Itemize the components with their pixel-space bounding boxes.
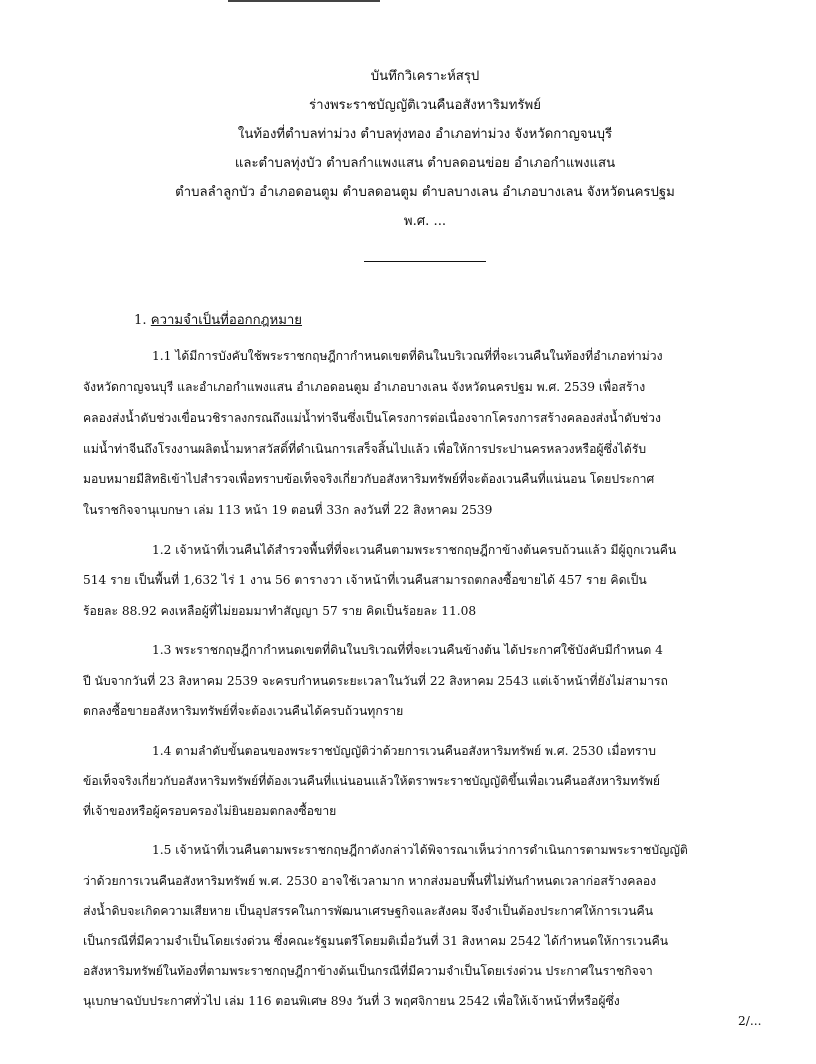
title-divider	[364, 261, 486, 262]
paragraph-line: 1.2 เจ้าหน้าที่เวนคืนได้สำรวจพื้นที่ที่จะเวนคืนตามพระราชกฤษฎีกาข้างต้นครบถ้วนแล้ว มีผู้ถูกเวนคืน	[152, 543, 677, 557]
paragraph-line: นุเบกษาฉบับประกาศทั่วไป เล่ม 116 ตอนพิเศษ 89ง วันที่ 3 พฤศจิกายน 2542 เพื่อให้เจ้าหน้าที่หรือผู้ซึ่ง	[83, 994, 620, 1008]
location-line-2: และตำบลทุ่งบัว ตำบลกำแพงแสน ตำบลดอนข่อย อำเภอกำแพงแสน	[234, 156, 616, 171]
paragraph-line: จังหวัดกาญจนบุรี และอำเภอกำแพงแสน อำเภอดอนตูม อำเภอบางเลน จังหวัดนครปฐม พ.ศ. 2539 เพื่อสร้าง	[83, 380, 646, 394]
location-line-1: ในท้องที่ตำบลท่าม่วง ตำบลทุ่งทอง อำเภอท่าม่วง จังหวัดกาญจนบุรี	[237, 127, 613, 142]
paragraph-line: แม่น้ำท่าจีนถึงโรงงานผลิตน้ำมหาสวัสดิ์ที่ดำเนินการเสร็จสิ้นไปแล้ว เพื่อให้การประปานครหลวงหรือผู้ซึ่งได้รับ	[83, 442, 647, 456]
page-number: 2/...	[738, 1014, 762, 1028]
paragraph-line: 1.4 ตามลำดับขั้นตอนของพระราชบัญญัติว่าด้วยการเวนคืนอสังหาริมทรัพย์ พ.ศ. 2530 เมื่อทราบ	[152, 744, 656, 758]
paragraph-line: ปี นับจากวันที่ 23 สิงหาคม 2539 จะครบกำหนดระยะเวลาในวันที่ 22 สิงหาคม 2543 แต่เจ้าหน้าที่ยังไม่สามารถ	[83, 674, 668, 688]
top-edge-line	[228, 0, 380, 2]
paragraph-line: คลองส่งน้ำดับช่วงเขื่อนวชิราลงกรณถึงแม่น้ำท่าจีนซึ่งเป็นโครงการต่อเนื่องจากโครงการสร้างคลองส่งน้ำดับช่วง	[83, 411, 661, 425]
paragraph-line: 514 ราย เป็นพื้นที่ 1,632 ไร่ 1 งาน 56 ตารางวา เจ้าหน้าที่เวนคืนสามารถตกลงซื้อขายได้ 457 ราย คิดเป็น	[83, 573, 647, 587]
paragraph-line: ว่าด้วยการเวนคืนอสังหาริมทรัพย์ พ.ศ. 2530 อาจใช้เวลามาก หากส่งมอบพื้นที่ไม่ทันกำหนดเวลาก่อสร้างคลอง	[83, 874, 657, 888]
paragraph-line: ที่เจ้าของหรือผู้ครอบครองไม่ยินยอมตกลงซื้อขาย	[83, 804, 337, 818]
paragraph-line: มอบหมายมีสิทธิเข้าไปสำรวจเพื่อทราบข้อเท็จจริงเกี่ยวกับอสังหาริมทรัพย์ที่จะต้องเวนคืนที่แน่นอน โดยประกาศ	[83, 472, 655, 486]
section-heading	[134, 309, 302, 333]
paragraph-line: 1.3 พระราชกฤษฎีกากำหนดเขตที่ดินในบริเวณที่ที่จะเวนคืนข้างต้น ได้ประกาศใช้บังคับมีกำหนด 4	[152, 643, 663, 657]
document-title-block	[80, 62, 770, 236]
paragraph-line: ข้อเท็จจริงเกี่ยวกับอสังหาริมทรัพย์ที่ต้องเวนคืนที่แน่นอนแล้วให้ตราพระราชบัญญัติขึ้นเพื่อเวนคืนอสังหาริมทรัพย์	[83, 774, 661, 788]
location-line-3: ตำบลลำลูกบัว อำเภอดอนตูม ตำบลดอนตูม ตำบลบางเลน อำเภอบางเลน จังหวัดนครปฐม	[175, 185, 675, 200]
year-line: พ.ศ. ...	[403, 214, 447, 229]
paragraph-line: อสังหาริมทรัพย์ในท้องที่ตามพระราชกฤษฎีกาข้างต้นเป็นกรณีที่มีความจำเป็นโดยเร่งด่วน ประกาศในราชกิจจา	[83, 964, 653, 978]
document-heading: บันทึกวิเคราะห์สรุป	[370, 69, 480, 84]
paragraph-line: ในราชกิจจานุเบกษา เล่ม 113 หน้า 19 ตอนที่ 33ก ลงวันที่ 22 สิงหาคม 2539	[83, 503, 493, 517]
paragraph-line: 1.1 ได้มีการบังคับใช้พระราชกฤษฎีกากำหนดเขตที่ดินในบริเวณที่ที่จะเวนคืนในท้องที่อำเภอท่าม่วง	[152, 349, 663, 363]
paragraph-line: เป็นกรณีที่มีความจำเป็นโดยเร่งด่วน ซึ่งคณะรัฐมนตรีโดยมติเมื่อวันที่ 31 สิงหาคม 2542 ได้กำหนดให้การเวนคืน	[83, 934, 669, 948]
paragraph-line: 1.5 เจ้าหน้าที่เวนคืนตามพระราชกฤษฎีกาดังกล่าวได้พิจารณาเห็นว่าการดำเนินการตามพระราชบัญญัติ	[152, 843, 688, 857]
paragraph-line: ส่งน้ำดิบจะเกิดความเสียหาย เป็นอุปสรรคในการพัฒนาเศรษฐกิจและสังคม จึงจำเป็นต้องประกาศให้การเวนคืน	[83, 904, 654, 918]
section-heading-text: ความจำเป็นที่ออกกฎหมาย	[150, 313, 303, 328]
paragraph-line: ร้อยละ 88.92 คงเหลือผู้ที่ไม่ยอมมาทำสัญญา 57 ราย คิดเป็นร้อยละ 11.08	[83, 604, 477, 618]
paragraph-line: ตกลงซื้อขายอสังหาริมทรัพย์ที่จะต้องเวนคืนได้ครบถ้วนทุกราย	[83, 704, 404, 718]
act-title: ร่างพระราชบัญญัติเวนคืนอสังหาริมทรัพย์	[309, 98, 541, 113]
section-number: 1.	[134, 313, 147, 328]
